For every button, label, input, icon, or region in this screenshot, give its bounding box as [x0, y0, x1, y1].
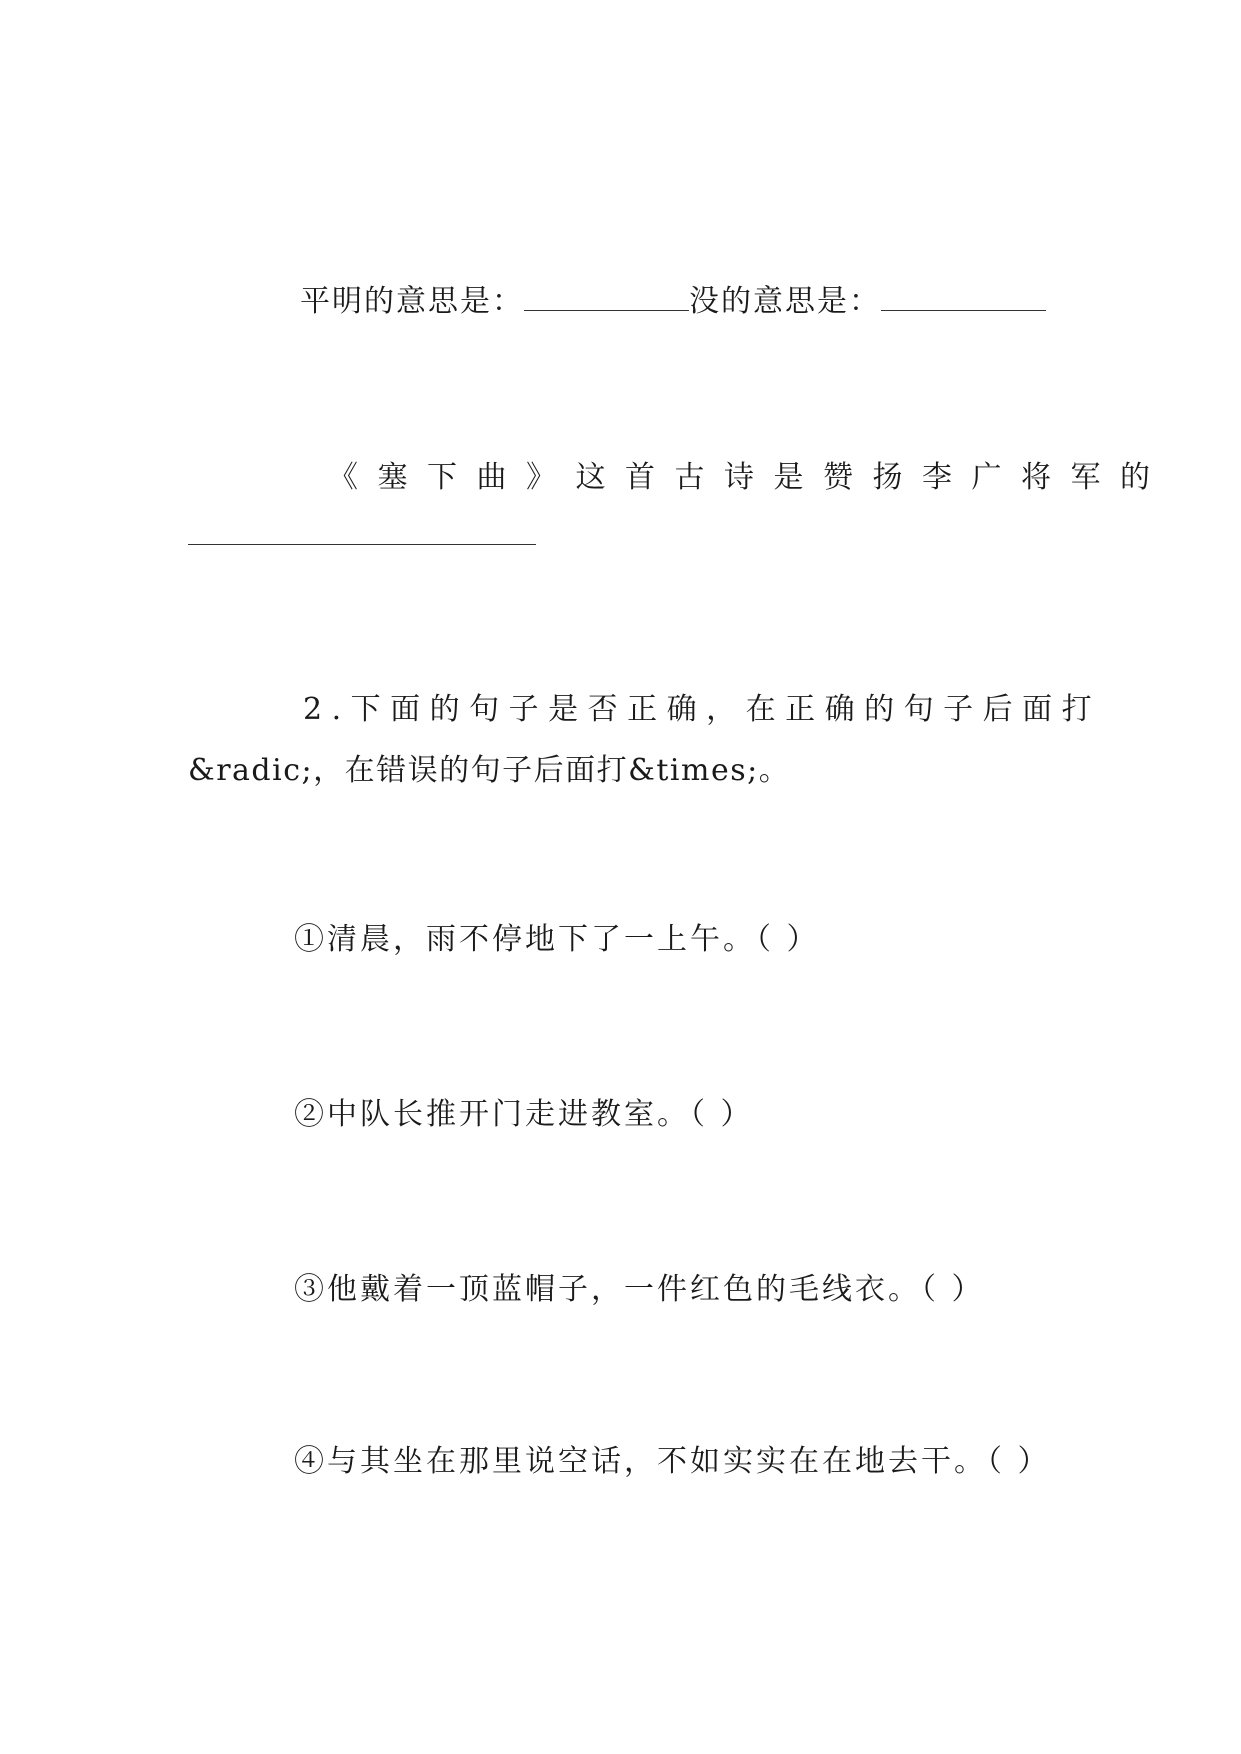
sentence-item-2: ②中队长推开门走进教室。（ ）: [294, 1097, 754, 1132]
mo-label: 没的意思是：: [689, 284, 881, 319]
question-2-line-1: 2.下面的句子是否正确，在正确的句子后面打: [303, 692, 1102, 727]
pingming-label: 平明的意思是：: [300, 284, 524, 319]
sentence-item-1: ①清晨，雨不停地下了一上午。（ ）: [294, 922, 820, 957]
poem-question-line: 《塞下曲》这首古诗是赞扬李广将军的: [328, 460, 1170, 495]
sentence-item-3: ③他戴着一顶蓝帽子，一件红色的毛线衣。（ ）: [294, 1272, 985, 1307]
fill-in-line: [300, 282, 1046, 322]
question-2-line-2: &radic;，在错误的句子后面打&times;。: [188, 753, 791, 788]
sentence-item-4: ④与其坐在那里说空话，不如实实在在地去干。（ ）: [294, 1444, 1051, 1479]
pingming-answer-blank[interactable]: [524, 288, 689, 311]
mo-answer-blank[interactable]: [881, 288, 1046, 311]
poem-answer-blank[interactable]: [188, 544, 536, 545]
